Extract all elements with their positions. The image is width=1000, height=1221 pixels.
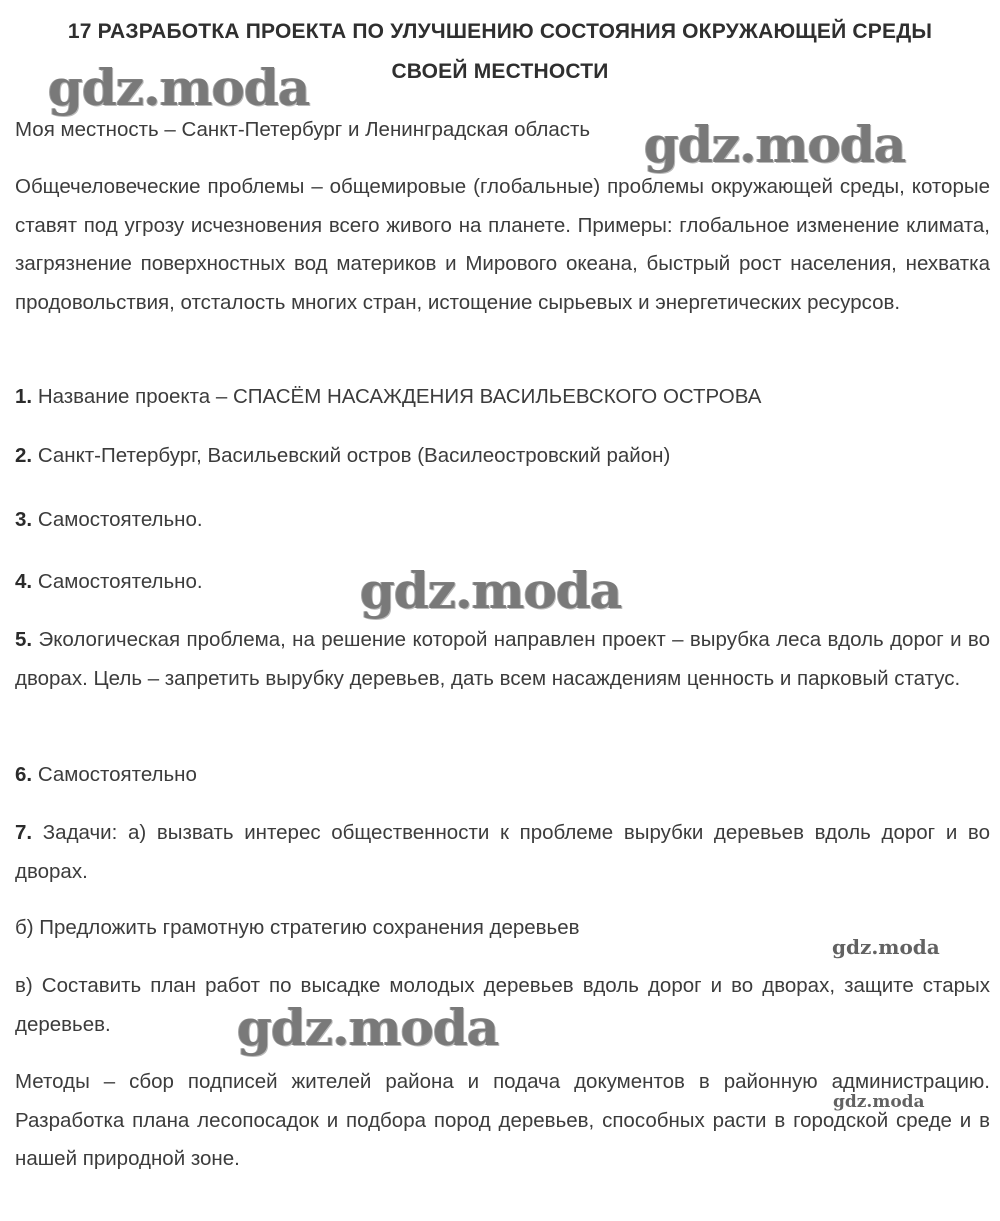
list-item-5 <box>15 621 990 698</box>
list-item-number: 4. <box>15 570 33 593</box>
list-item-text: Экологическая проблема, на решение которой направлен проект – вырубка леса вдоль дорог и во дворах. Цель – запретить вырубку деревьев, дать всем насаждениям ценность и парковый статус. <box>15 628 990 690</box>
list-item-7 <box>15 814 990 891</box>
list-item-text: Самостоятельно <box>37 763 197 786</box>
watermark-logo: gdz.moda <box>644 115 906 174</box>
watermark-logo: gdz.moda <box>832 935 940 959</box>
watermark-logo: gdz.moda <box>237 998 499 1057</box>
list-item-2 <box>15 437 990 476</box>
intro-paragraph: Моя местность – Санкт-Петербург и Ленинградская область <box>15 118 591 141</box>
list-item-text: Самостоятельно. <box>37 508 203 531</box>
list-item-1 <box>15 378 990 417</box>
page-title-line-2: СВОЕЙ МЕСТНОСТИ <box>391 60 609 83</box>
methods-paragraph: Методы – сбор подписей жителей района и подача документов в районную администрацию. Разработка плана лесопосадок и подбора пород деревьев, способных расти в городской среде и в нашей природной зоне. <box>15 1070 990 1170</box>
list-item-text: Санкт-Петербург, Васильевский остров (Василеостровский район) <box>37 444 671 467</box>
list-item-3 <box>15 501 990 540</box>
list-item-number: 1. <box>15 385 33 408</box>
list-item-number: 5. <box>15 628 33 651</box>
list-item-number: 3. <box>15 508 33 531</box>
list-item-text: Задачи: а) вызвать интерес общественности к проблеме вырубки деревьев вдоль дорог и во дворах. <box>15 821 990 883</box>
global-problems-paragraph: Общечеловеческие проблемы – общемировые (глобальные) проблемы окружающей среды, которые ставят под угрозу исчезновения всего живого на планете. Примеры: глобальное изменение климата, загрязнение поверхностных вод материков и Мирового океана, быстрый рост населения, нехватка продовольствия, отсталость многих стран, истощение сырьевых и энергетических ресурсов. <box>15 175 990 314</box>
watermark-logo: gdz.moda <box>48 58 310 117</box>
list-item-6 <box>15 756 990 795</box>
list-item-number: 2. <box>15 444 33 467</box>
list-item-number: 6. <box>15 763 33 786</box>
list-item-number: 7. <box>15 821 33 844</box>
watermark-logo: gdz.moda <box>360 561 622 620</box>
watermark-logo: gdz.moda <box>833 1092 925 1112</box>
task-c-paragraph: в) Составить план работ по высадке молодых деревьев вдоль дорог и во дворах, защите старых деревьев. <box>15 974 990 1036</box>
task-b-paragraph: б) Предложить грамотную стратегию сохранения деревьев <box>15 916 580 939</box>
list-item-text: Название проекта – СПАСЁМ НАСАЖДЕНИЯ ВАСИЛЬЕВСКОГО ОСТРОВА <box>37 385 762 408</box>
page-title-line-1: 17 РАЗРАБОТКА ПРОЕКТА ПО УЛУЧШЕНИЮ СОСТОЯНИЯ ОКРУЖАЮЩЕЙ СРЕДЫ <box>67 20 933 43</box>
list-item-text: Самостоятельно. <box>37 570 203 593</box>
